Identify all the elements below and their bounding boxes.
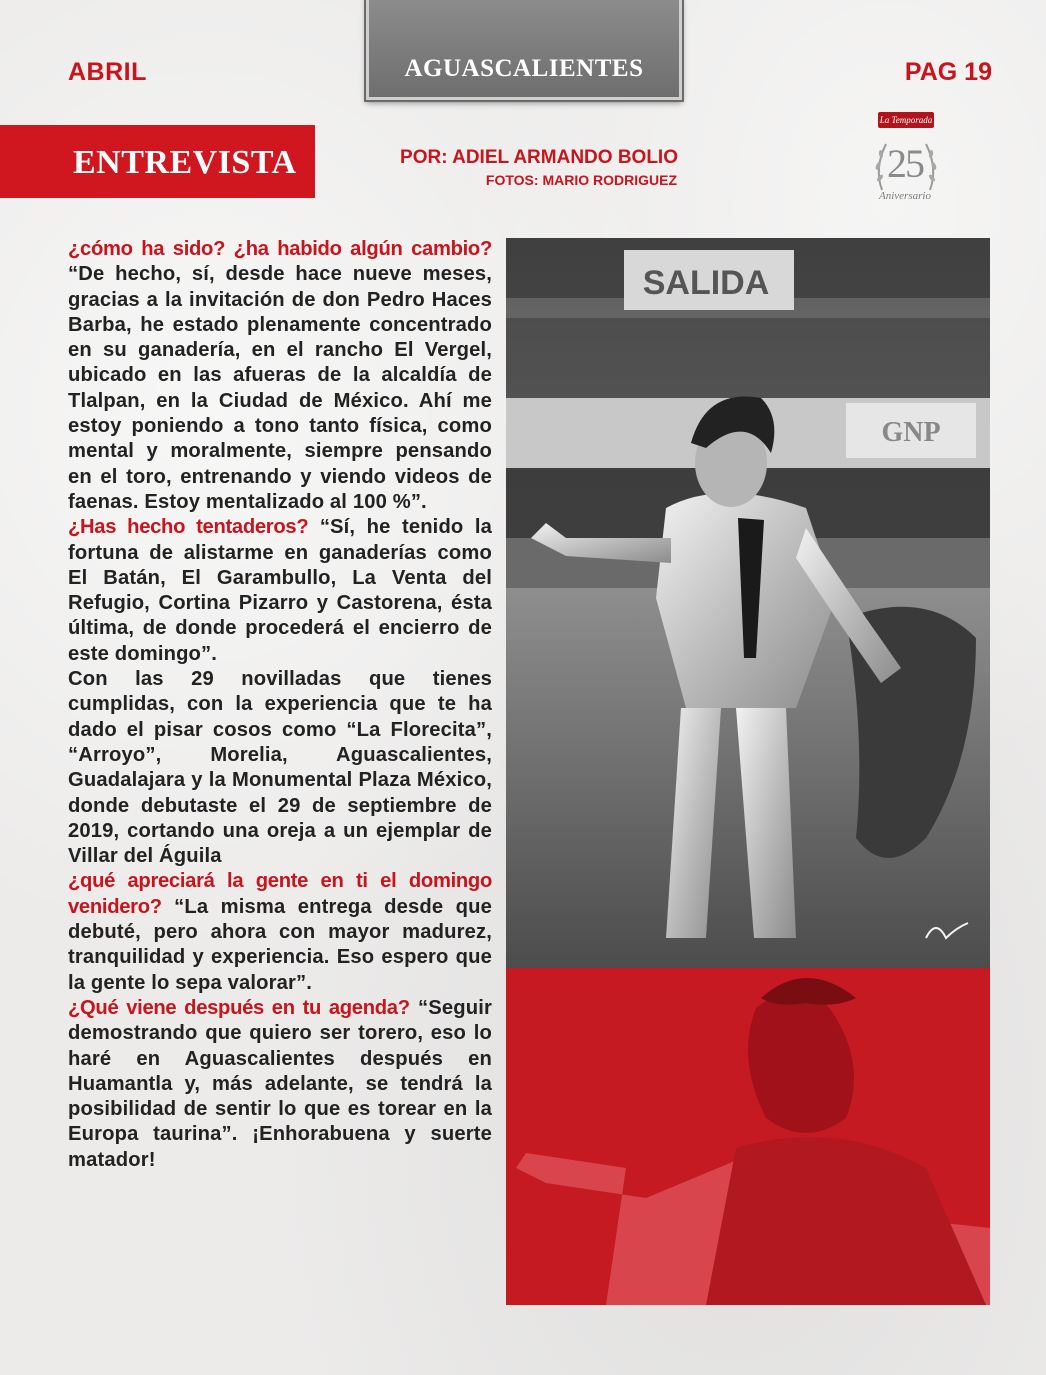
logo-banner: La Temporada xyxy=(878,112,934,128)
article-body xyxy=(68,237,492,1173)
section-band xyxy=(0,125,315,198)
logo-subtitle: Aniversario xyxy=(879,190,931,202)
article-paragraph xyxy=(68,996,492,1173)
section-tab-title: AGUASCALIENTES xyxy=(404,55,644,82)
article-paragraph xyxy=(68,515,492,667)
anniversary-logo xyxy=(860,110,950,210)
interview-answer: “La misma entrega desde que debuté, pero ahora con mayor madurez, tranquilidad y experiencia. Eso espero que la gente lo sepa valorar”. xyxy=(68,895,492,994)
interview-question: ¿Qué viene después en tu agenda? xyxy=(68,996,410,1019)
gnp-sponsor: GNP xyxy=(881,417,941,448)
month-label: ABRIL xyxy=(68,58,147,86)
interview-answer: “Seguir demostrando que quiero ser torero, eso lo haré en Aguascalientes después en Huamantla y, más adelante, se tendrá la posibilidad de sentir lo que es torear en la Europa taurina”. ¡Enhorabuena y suerte matador! xyxy=(68,996,492,1171)
header-tab xyxy=(366,0,682,100)
interview-answer: Con las 29 novilladas que tienes cumplidas, con la experiencia que te ha dado el pisar cosos como “La Florecita”, “Arroyo”, Morelia, Aguascalientes, Guadalajara y la Monumental Plaza México, donde debutaste el 29 de septiembre de 2019, cortando una oreja a un ejemplar de Villar del Águila xyxy=(68,668,492,868)
section-title: ENTREVISTA xyxy=(73,144,297,181)
interview-question: ¿cómo ha sido? ¿ha habido algún cambio? xyxy=(68,238,492,260)
interview-question: ¿Has hecho tentaderos? xyxy=(68,516,309,539)
salida-banner: SALIDA xyxy=(642,264,770,302)
byline-author: POR: ADIEL ARMANDO BOLIO xyxy=(400,147,678,168)
byline-photos: FOTOS: MARIO RODRIGUEZ xyxy=(485,172,677,188)
interview-question: ¿qué apreciará la gente en ti el domingo venidero? xyxy=(68,870,492,918)
logo-number: 25 xyxy=(887,141,923,186)
bullfighter-closeup-photo xyxy=(506,968,990,1305)
article-paragraph xyxy=(68,667,492,869)
article-paragraph xyxy=(68,237,492,515)
interview-answer: “Sí, he tenido la fortuna de alistarme en ganaderías como El Batán, El Garambullo, La Venta del Refugio, Cortina Pizarro y Castorena, ésta última, de donde procederá el encierro de este domingo”. xyxy=(68,516,492,665)
page-number: PAG 19 xyxy=(904,58,992,86)
bullfighter-photo xyxy=(506,238,990,970)
interview-answer: “De hecho, sí, desde hace nueve meses, gracias a la invitación de don Pedro Haces Barba, he estado plenamente concentrado en su ganadería, en el rancho El Vergel, ubicado en las afueras de la alcaldía de Tlalpan, en la Ciudad de México. Ahí me estoy poniendo a tono tanto física, como mental y moralmente, siempre pensando en el toro, entrenando y viendo videos de faenas. Estoy mentalizado al 100 %”. xyxy=(68,263,492,513)
article-paragraph xyxy=(68,869,492,995)
